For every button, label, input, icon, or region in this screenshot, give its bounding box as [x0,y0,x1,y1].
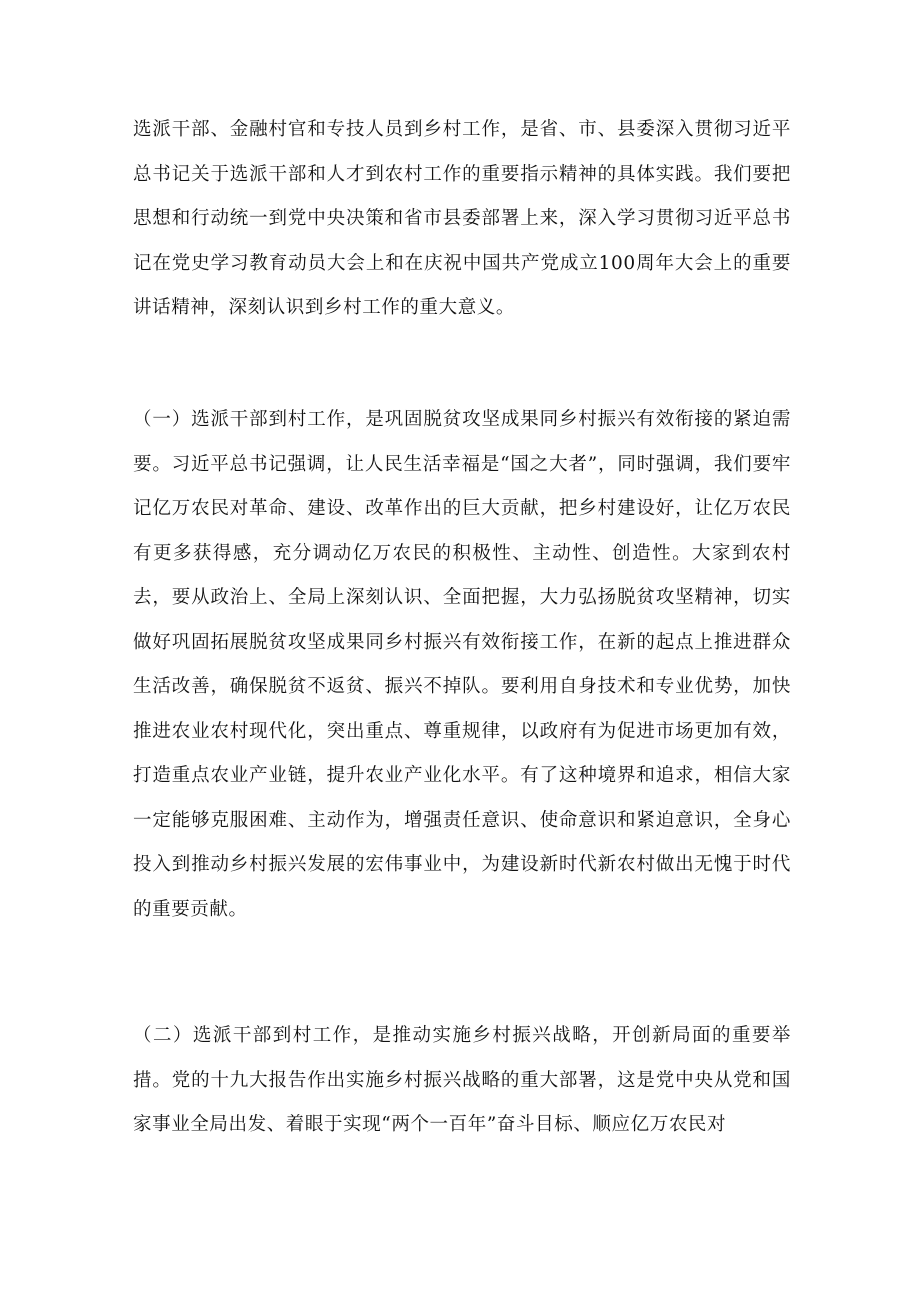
paragraph-intro: 选派干部、金融村官和专技人员到乡村工作，是省、市、县委深入贯彻习近平总书记关于选派干部和人才到农村工作的重要指示精神的具体实践。我们要把思想和行动统一到党中央决策和省市县委部署上来，深入学习贯彻习近平总书记在党史学习教育动员大会上和在庆祝中国共产党成立100周年大会上的重要讲话精神，深刻认识到乡村工作的重大意义。 [133,119,791,318]
paragraph-section-2: （二）选派干部到村工作，是推动实施乡村振兴战略，开创新局面的重要举措。党的十九大报告作出实施乡村振兴战略的重大部署，这是党中央从党和国家事业全局出发、着眼于实现“两个一百年”奋斗目标、顺应亿万农民对 [133,1025,791,1135]
paragraph-section-1: （一）选派干部到村工作，是巩固脱贫攻坚成果同乡村振兴有效衔接的紧迫需要。习近平总书记强调，让人民生活幸福是“国之大者”，同时强调，我们要牢记亿万农民对革命、建设、改革作出的巨大贡献，把乡村建设好，让亿万农民有更多获得感，充分调动亿万农民的积极性、主动性、创造性。大家到农村去，要从政治上、全局上深刻认识、全面把握，大力弘扬脱贫攻坚精神，切实做好巩固拓展脱贫攻坚成果同乡村振兴有效衔接工作，在新的起点上推进群众生活改善，确保脱贫不返贫、振兴不掉队。要利用自身技术和专业优势，加快推进农业农村现代化，突出重点、尊重规律，以政府有为促进市场更加有效，打造重点农业产业链，提升农业产业化水平。有了这种境界和追求，相信大家一定能够克服困难、主动作为，增强责任意识、使命意识和紧迫意识，全身心投入到推动乡村振兴发展的宏伟事业中，为建设新时代新农村做出无愧于时代的重要贡献。 [133,409,791,920]
